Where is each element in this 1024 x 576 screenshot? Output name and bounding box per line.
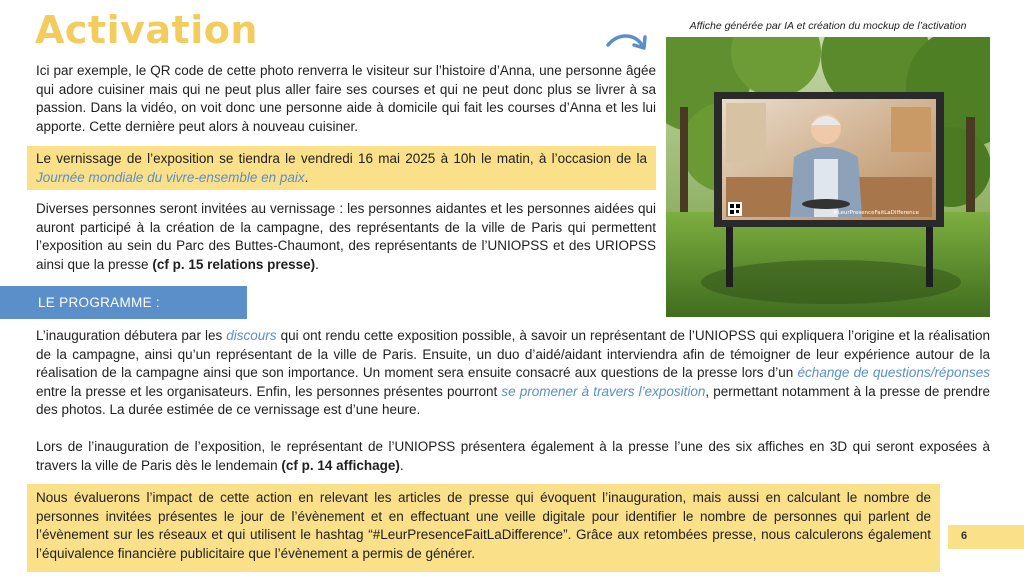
- page-number: 6: [960, 530, 968, 542]
- section-header-programme: LE PROGRAMME :: [0, 286, 247, 319]
- press-relations-reference: (cf p. 15 relations presse): [152, 256, 316, 272]
- poster-hashtag: #LeurPresenceFaitLaDifference: [832, 210, 920, 216]
- exhibition-walk-link[interactable]: se promener à travers l’exposition: [501, 383, 706, 399]
- evaluation-paragraph: Nous évaluerons l’impact de cette action en relevant les articles de presse qui évoquent l’inauguration, mais aussi en calculant le nombre de personnes invitées présentes le jour de l’évènement et en effectuant une veille digitale pour identifier le nombre de personnes qui parlent de l’évènement sur les réseaux et qui utilisent le hashtag “#LeurPresenceFaitLaDifference”. Grâce aux retombées presse, nous calculerons également l’équivalence financière publicitaire que l’évènement a permis de générer.: [36, 490, 931, 561]
- display-3d-paragraph: Lors de l’inauguration de l’exposition, le représentant de l’UNIOPSS présentera également à la presse l’une des six affiches en 3D qui seront exposées à travers la ville de Paris dès le lendemain (cf p. 14 affichage).: [36, 439, 990, 473]
- qa-link[interactable]: échange de questions/réponses: [797, 365, 990, 380]
- world-day-link[interactable]: Journée mondiale du vivre-ensemble en paix: [36, 169, 305, 185]
- programme-paragraph: L’inauguration débutera par les discours qui ont rendu cette exposition possible, à savoir un représentant de l’UNIOPSS qui expliquera l’origine et la réalisation de la campagne, ainsi qu’un représentant de la ville de Paris. Ensuite, un duo d’aidé/aidant interviendra afin de témoigner de leur expérience autour de la réalisation de la campagne ainsi que son importance. Un moment sera ensuite consacré aux questions de la presse lors d’un échange de questions/réponses entre la presse et les organisateurs. Enfin, les personnes présentes pourront se promener à travers l’exposition, permettant notamment à la presse de prendre des photos. La durée estimée de ce vernissage est d’une heure.: [36, 328, 991, 417]
- image-caption: Affiche générée par IA et création du mockup de l’activation: [689, 20, 967, 32]
- date-highlight-box: [27, 146, 656, 190]
- display-reference: (cf p. 14 affichage): [281, 457, 400, 473]
- page-number-bar: [948, 525, 1024, 549]
- date-paragraph: Le vernissage de l’exposition se tiendra le vendredi 16 mai 2025 à 10h le matin, à l’occasion de la Journée mondiale du vivre-ensemble en paix.: [36, 151, 647, 185]
- poster-mockup-photo: [666, 37, 990, 317]
- curved-arrow-icon: [604, 31, 650, 57]
- speeches-link[interactable]: discours: [226, 328, 277, 343]
- page-title: Activation: [35, 8, 258, 52]
- intro-paragraph: Ici par exemple, le QR code de cette photo renverra le visiteur sur l’histoire d’Anna, une personne âgée qui adore cuisiner mais qui ne peut plus aller faire ses courses et qui ne peut donc plus se livrer à sa passion. Dans la vidéo, on voit donc une personne aide à domicile qui fait les courses d’Anna et les lui apporte. Cette dernière peut alors à nouveau cuisiner.: [36, 63, 656, 134]
- evaluation-highlight-box: [27, 484, 940, 572]
- invites-paragraph: Diverses personnes seront invitées au vernissage : les personnes aidantes et les personnes aidées qui auront participé à la création de la campagne, des représentants de la ville de Paris qui permettent l’exposition au sein du Parc des Buttes-Chaumont, des représentants de l’UNIOPSS et des URIOPSS ainsi que la presse (cf p. 15 relations presse).: [36, 201, 656, 272]
